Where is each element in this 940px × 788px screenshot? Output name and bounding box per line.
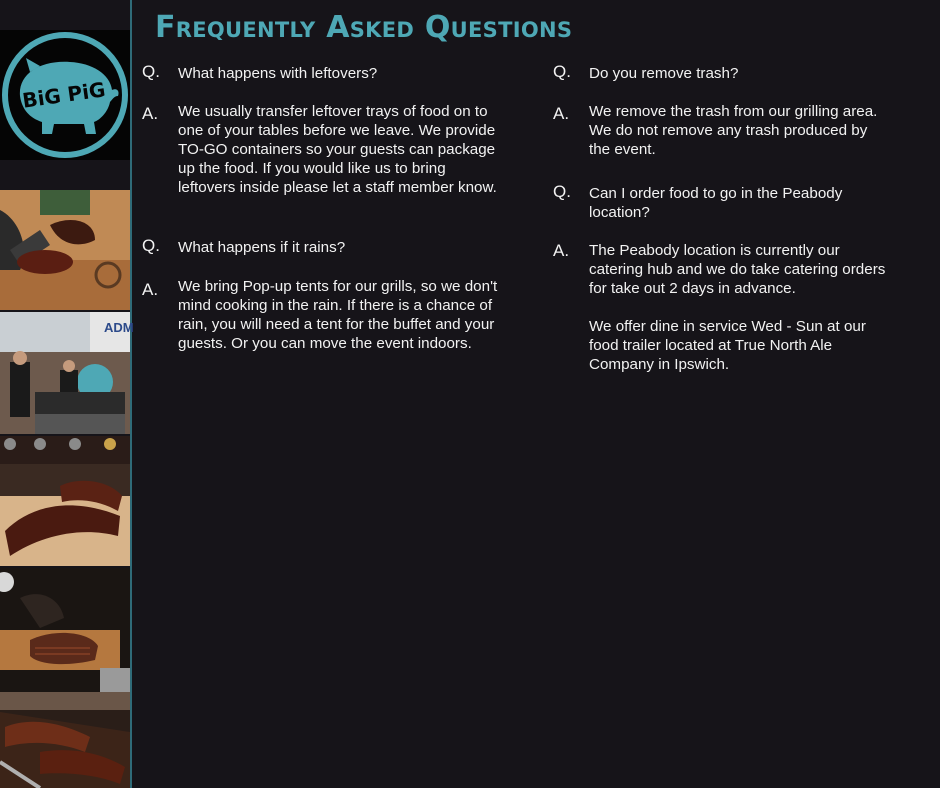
question-leftovers: What happens with leftovers?	[178, 65, 378, 82]
answer-marker: A.	[553, 241, 570, 260]
logo-text: BiG PiG	[20, 77, 107, 113]
question-rain: What happens if it rains?	[178, 239, 346, 256]
brisket-cutting-photo	[0, 190, 130, 310]
answer-rain: We bring Pop-up tents for our grills, so we don't mind cooking in the rain. If there is a chance of rain, you will need a tent for the buffet and your guests. Or you can move the event indoors.	[178, 278, 498, 352]
big-pig-logo	[0, 30, 130, 160]
answer-to-go-dine-in: We offer dine in service Wed - Sun at our food trailer located at True North Ale Company in Ipswich.	[589, 318, 866, 373]
ribs-photo	[0, 436, 130, 566]
answer-leftovers: We usually transfer leftover trays of food on to one of your tables before we leave. We provide TO-GO containers so your guests can package up the food. If you would like us to bring leftovers inside please let a staff member know.	[178, 103, 497, 196]
question-marker: Q.	[142, 236, 160, 255]
question-to-go: Can I order food to go in the Peabody location?	[589, 185, 843, 221]
page-title: Frequently Asked Questions	[155, 10, 573, 45]
question-trash: Do you remove trash?	[589, 65, 739, 82]
question-marker: Q.	[142, 62, 160, 81]
answer-to-go-catering: The Peabody location is currently our catering hub and we do take catering orders for take out 2 days in advance.	[589, 242, 886, 297]
question-marker: Q.	[553, 62, 571, 81]
brisket-slice-photo	[0, 568, 130, 692]
answer-marker: A.	[142, 104, 159, 123]
sign-text: ADM	[104, 320, 134, 335]
answer-marker: A.	[142, 280, 159, 299]
meat-tray-photo	[0, 692, 130, 788]
answer-marker: A.	[553, 104, 570, 123]
question-marker: Q.	[553, 182, 571, 201]
photo-sidebar	[0, 0, 132, 788]
answer-trash: We remove the trash from our grilling area. We do not remove any trash produced by the event.	[589, 103, 878, 158]
grill-crew-photo	[0, 312, 134, 434]
